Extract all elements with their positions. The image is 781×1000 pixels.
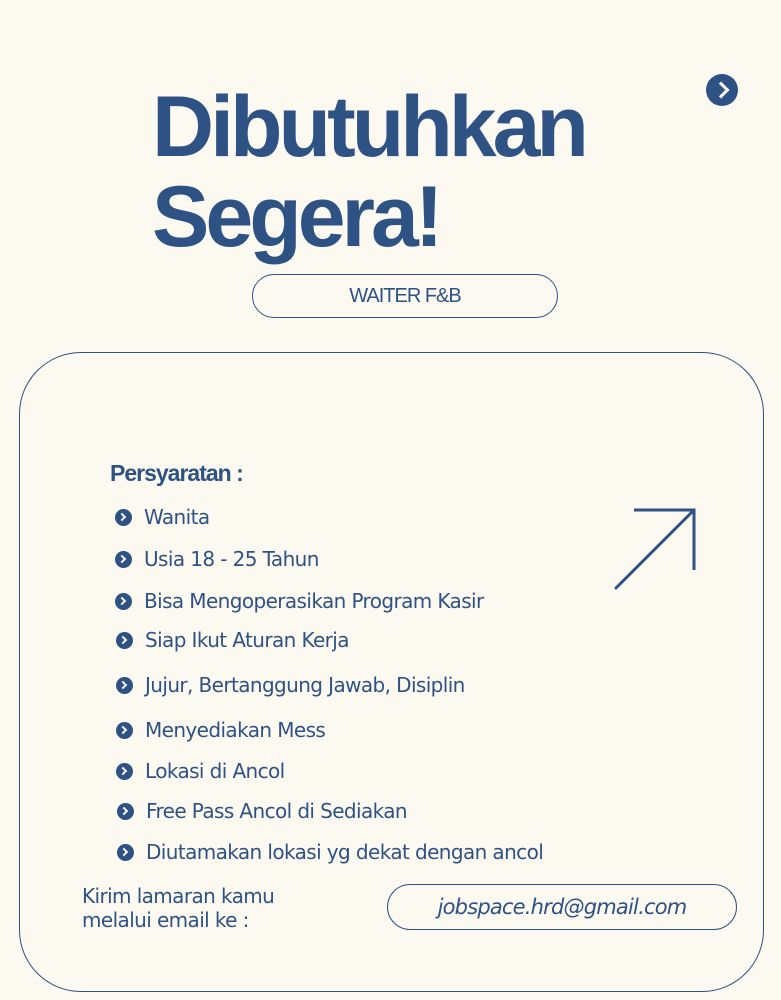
requirement-text: Menyediakan Mess [145, 718, 326, 742]
requirement-item [115, 589, 484, 613]
chevron-right-circle-icon [115, 551, 132, 568]
chevron-right-circle-icon [115, 509, 132, 526]
requirement-item [115, 505, 209, 529]
job-role-badge: WAITER F&B [252, 274, 558, 318]
arrow-up-right-icon [612, 506, 700, 594]
chevron-right-circle-icon [117, 844, 134, 861]
requirement-text: Usia 18 - 25 Tahun [144, 547, 319, 571]
chevron-right-circle-icon [116, 632, 133, 649]
requirement-item [116, 759, 285, 783]
requirement-text: Siap Ikut Aturan Kerja [145, 628, 349, 652]
chevron-right-circle-icon [115, 593, 132, 610]
email-address[interactable]: jobspace.hrd@gmail.com [387, 884, 737, 930]
chevron-right-circle-icon [706, 74, 738, 106]
requirement-item [117, 840, 543, 864]
requirement-item [117, 799, 407, 823]
chevron-right-circle-icon [117, 803, 134, 820]
requirement-item [116, 673, 465, 697]
requirements-title: Persyaratan : [110, 460, 243, 486]
chevron-right-circle-icon [116, 722, 133, 739]
headline-line-1: Dibutuhkan [152, 79, 585, 175]
requirement-text: Jujur, Bertanggung Jawab, Disiplin [145, 673, 465, 697]
apply-line-2: melalui email ke : [82, 908, 249, 932]
requirement-item [116, 628, 349, 652]
requirement-item [116, 718, 325, 742]
requirement-item [115, 547, 319, 571]
requirement-text: Lokasi di Ancol [145, 759, 285, 783]
requirement-text: Bisa Mengoperasikan Program Kasir [144, 589, 484, 613]
headline-line-2: Segera! [152, 169, 440, 265]
apply-line-1: Kirim lamaran kamu [82, 884, 275, 908]
headline [152, 79, 585, 265]
apply-instructions [82, 884, 274, 932]
requirement-text: Wanita [144, 505, 210, 529]
chevron-right-circle-icon [116, 677, 133, 694]
requirement-text: Free Pass Ancol di Sediakan [146, 799, 407, 823]
requirement-text: Diutamakan lokasi yg dekat dengan ancol [146, 840, 544, 864]
chevron-right-circle-icon [116, 763, 133, 780]
